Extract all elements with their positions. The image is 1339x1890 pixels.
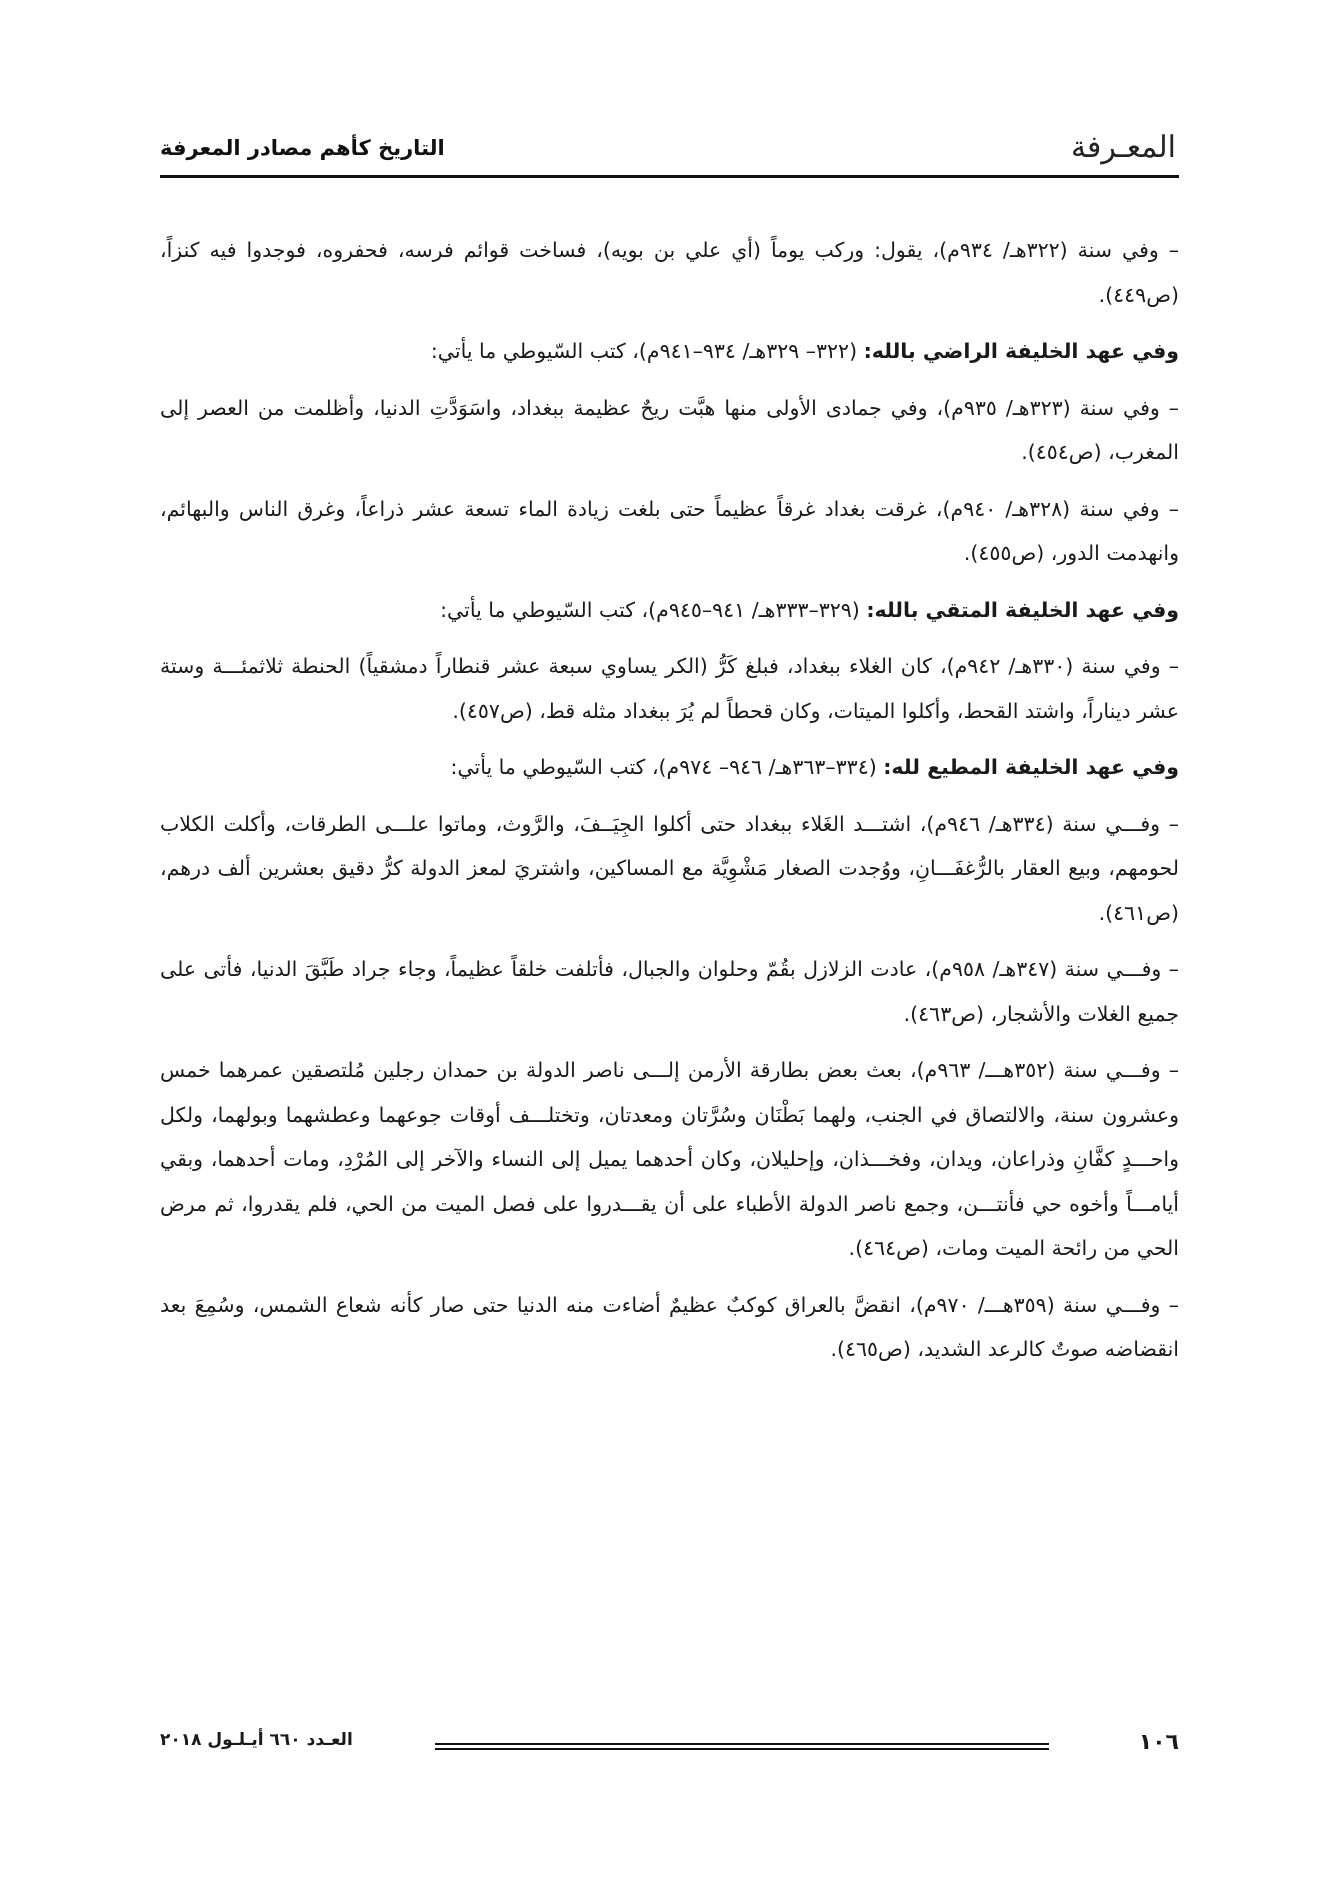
paragraph: وفي عهد الخليفة الراضي بالله: (٣٢٢– ٣٢٩هـ/ ٩٣٤–٩٤١م)، كتب السّيوطي ما يأتي: [430,339,1179,363]
paragraph: – وفـــي سنة (٣٣٤هـ/ ٩٤٦م)، اشتـــد الغَلاء ببغداد حتى أكلوا الجِيَــفَ، والرَّوث، وماتوا علـــى الطرقات، وأكلت الكلاب لحومهم، وبيع العقار بالرُّغفَـــانِ، ووُجدت الصغار مَشْوِيَّة مع المساكين، واشتريَ لمعز الدولة كرُّ دقيق بعشرين ألف درهم، (ص٤٦١). [160,811,1179,925]
paragraph: – وفي سنة (٣٢٢هـ/ ٩٣٤م)، يقول: وركب يوماً (أي علي بن بويه)، فساخت قوائم فرسه، فحفروه، فوجدوا فيه كنزاً، (ص٤٤٩). [160,238,1179,307]
paragraph: وفي عهد الخليفة المطيع لله: (٣٣٤–٣٦٣هـ/ ٩٤٦– ٩٧٤م)، كتب السّيوطي ما يأتي: [450,755,1179,779]
paragraph-lead: وفي عهد الخليفة المطيع لله: [883,755,1179,779]
header-divider [160,175,1179,178]
paragraph: – وفـــي سنة (٣٥٢هـــ/ ٩٦٣م)، بعث بعض بطارقة الأرمن إلـــى ناصر الدولة بن حمدان رجلين مُلتصقين عمرهما خمس وعشرون سنة، والالتصاق في الجنب، ولهما بَطْنَان وسُرَّتان ومعدتان، وتختلـــف أوقات جوعهما وعطشهما وبولهما، ولكل واحـــدٍ كفَّانِ وذراعان، ويدان، وفخـــذان، وإحليلان، وكان أحدهما يميل إلى النساء والآخر إلى المُرْدِ، ومات أحدهما، وبقي أيامـــاً وأخوه حي فأنتـــن، وجمع ناصر الدولة الأطباء على أن يقـــدروا على فصل الميت من الحي، فلم يقدروا، ثم مرض الحي من رائحة الميت ومات، (ص٤٦٤). [160,1058,1179,1260]
paragraph-lead: وفي عهد الخليفة الراضي بالله: [863,339,1179,363]
paragraph-lead: وفي عهد الخليفة المتقي بالله: [866,597,1179,622]
page-footer [160,1730,1179,1760]
paragraph: وفي عهد الخليفة المتقي بالله: (٣٢٩–٣٣٣هـ/ ٩٤١–٩٤٥م)، كتب السّيوطي ما يأتي: [440,597,1179,622]
article-body [160,228,1179,1384]
page-number: ١٠٦ [1138,1730,1179,1755]
magazine-logo: المعـرفة [1070,130,1176,165]
paragraph: – وفي سنة (٣٣٠هـ/ ٩٤٢م)، كان الغلاء ببغداد، فبلغ كَرُّ (الكر يساوي سبعة عشر قنطاراً دمشقياً) الحنطة ثلاثمئـــة وستة عشر ديناراً، واشتد القحط، وأكلوا الميتات، وكان قحطاً لم يُرَ ببغداد مثله قط، (ص٤٥٧). [160,654,1180,723]
paragraph: – وفـــي سنة (٣٥٩هـــ/ ٩٧٠م)، انقضَّ بالعراق كوكبٌ عظيمٌ أضاءت منه الدنيا حتى صار كأنه شعاع الشمس، وسُمِعَ بعد انقضاضه صوتٌ كالرعد الشديد، (ص٤٦٥). [160,1292,1179,1361]
paragraph: – وفـــي سنة (٣٤٧هـ/ ٩٥٨م)، عادت الزلازل بقُمّ وحلوان والجبال، فأتلفت خلقاً عظيماً، وجاء جراد طَبَّقَ الدنيا، فأتى على جميع الغلات والأشجار، (ص٤٦٣). [160,957,1179,1026]
paragraph: – وفي سنة (٣٢٣هـ/ ٩٣٥م)، وفي جمادى الأولى منها هبَّت ريحٌ عظيمة ببغداد، واسَوَدَّتِ الدنيا، وأظلمت من العصر إلى المغرب، (ص٤٥٤). [160,395,1180,464]
footer-divider [435,1743,1049,1750]
issue-info: العـدد ٦٦٠ أيـلـول ٢٠١٨ [160,1730,353,1750]
paragraph: – وفي سنة (٣٢٨هـ/ ٩٤٠م)، غرقت بغداد غرقاً عظيماً حتى بلغت زيادة الماء تسعة عشر ذراعاً، وغرق الناس والبهائم، وانهدمت الدور، (ص٤٥٥). [160,496,1179,565]
section-title: التاريخ كأهم مصادر المعرفة [160,136,445,160]
